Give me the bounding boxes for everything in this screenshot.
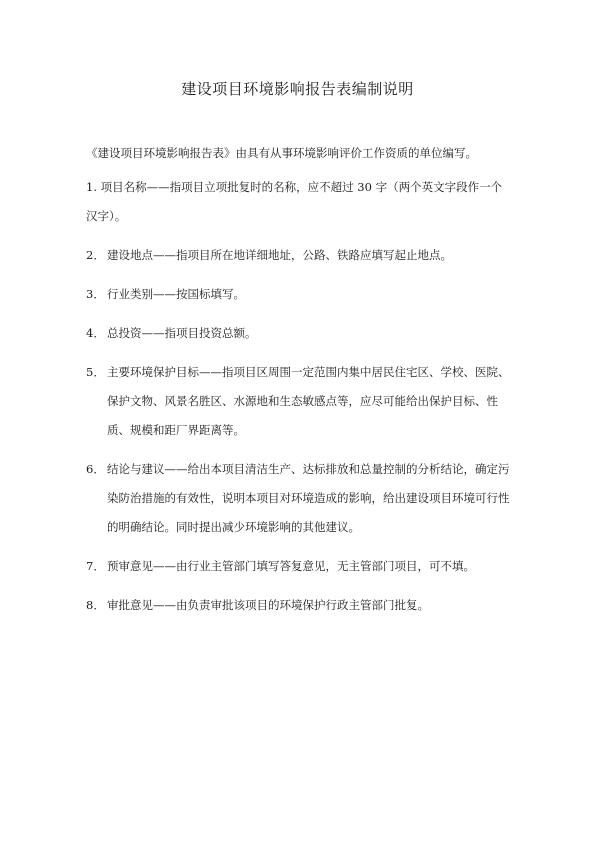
list-item-number: 2． (86, 248, 105, 262)
list-item-text: 行业类别——按国标填写。 (107, 287, 245, 301)
list-item-3 (86, 280, 511, 309)
list-item-6 (86, 455, 511, 542)
list-item-text: 总投资——指项目投资总额。 (107, 326, 257, 340)
list-item-7 (86, 552, 511, 581)
list-item-number: 1. (86, 180, 97, 194)
list-item-5 (86, 358, 511, 445)
document-body (86, 143, 511, 630)
list-item-number: 4． (86, 326, 105, 340)
list-item-number: 7． (86, 559, 105, 573)
list-item-number: 3． (86, 287, 105, 301)
list-item-text: 建设地点——指项目所在地详细地址，公路、铁路应填写起止地点。 (107, 248, 452, 262)
list-item-text: 审批意见——由负责审批该项目的环境保护行政主管部门批复。 (107, 598, 429, 612)
list-item-text: 结论与建议——给出本项目清洁生产、达标排放和总量控制的分析结论，确定污染防治措施的有效性，说明本项目对环境造成的影响，给出建设项目环境可行性的明确结论。同时提出减少环境影响的其他建议。 (107, 462, 510, 534)
list-item-text: 项目名称——指项目立项批复时的名称，应不超过 30 字（两个英文字段作一个汉字）。 (86, 180, 503, 223)
list-item-number: 5． (86, 365, 105, 379)
list-item-text: 主要环境保护目标——指项目区周围一定范围内集中居民住宅区、学校、医院、保护文物、风景名胜区、水源地和生态敏感点等，应尽可能给出保护目标、性质、规模和距厂界距离等。 (107, 365, 510, 437)
list-item-number: 6． (86, 462, 105, 476)
list-item-text: 预审意见——由行业主管部门填写答复意见，无主管部门项目，可不填。 (107, 559, 475, 573)
page-title: 建设项目环境影响报告表编制说明 (181, 80, 414, 98)
list-item-number: 8． (86, 598, 105, 612)
list-item-2 (86, 241, 511, 270)
list-item-1 (86, 173, 511, 231)
list-item-4 (86, 319, 511, 348)
intro-paragraph: 《建设项目环境影响报告表》由具有从事环境影响评价工作资质的单位编写。 (86, 146, 477, 160)
list-item-8 (86, 591, 511, 620)
